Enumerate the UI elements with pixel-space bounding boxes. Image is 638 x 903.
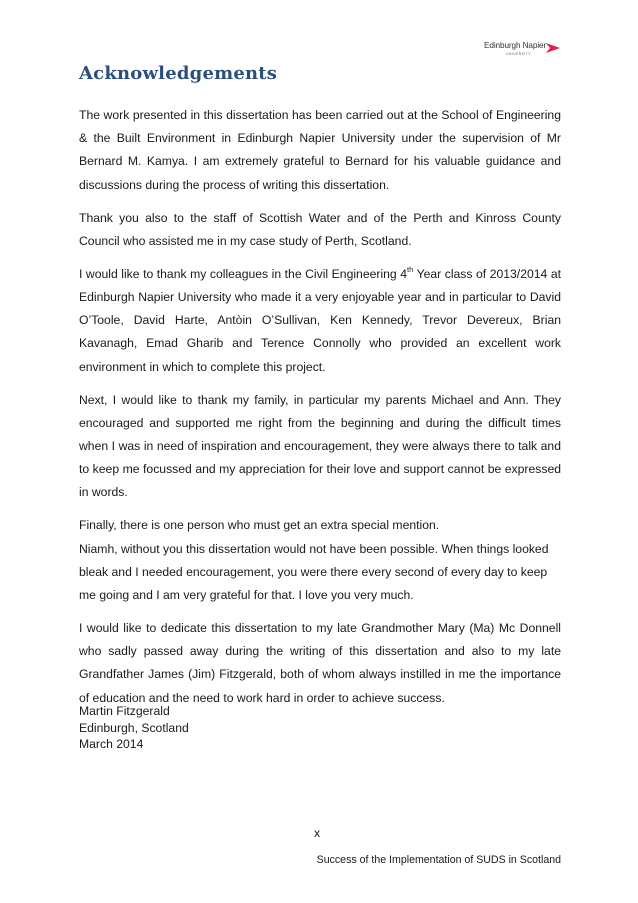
paragraph-colleagues bbox=[79, 263, 561, 379]
author-location: Edinburgh, Scotland bbox=[79, 720, 189, 735]
ordinal-superscript: th bbox=[407, 264, 414, 274]
paragraph-dedication: I would like to dedicate this dissertation to my late Grandmother Mary (Ma) Mc Donnell who sadly passed away during the writing of this dissertation and also to my late Grandfather James (Jim) Fitzgerald, both of whom always instilled in me the importance of education and the need to work hard in order to achieve success. bbox=[79, 621, 561, 705]
signature-date: March 2014 bbox=[79, 737, 144, 751]
acknowledgements-body bbox=[79, 104, 561, 720]
logo-mark-icon bbox=[546, 41, 560, 55]
page-number: x bbox=[314, 826, 321, 840]
author-name: Martin Fitzgerald bbox=[79, 704, 170, 718]
paragraph-supervision: The work presented in this dissertation has been carried out at the School of Engineering & the Built Environment in Edinburgh Napier University under the supervision of Mr Bernard M. Kamya. I am extremely grateful to Bernard for his valuable guidance and discussions during the process of writing this dissertation. bbox=[79, 108, 561, 192]
paragraph-scottish-water: Thank you also to the staff of Scottish Water and of the Perth and Kinross County Council who assisted me in my case study of Perth, Scotland. bbox=[79, 210, 561, 248]
logo-name: Edinburgh Napier bbox=[484, 41, 547, 50]
signature-block bbox=[79, 703, 189, 753]
running-footer: Success of the Implementation of SUDS in Scotland bbox=[316, 854, 561, 866]
paragraph-special-mention: Finally, there is one person who must get an extra special mention. bbox=[79, 518, 440, 533]
colleagues-text-end: Year class of 2013/2014 at Edinburgh Napier University who made it a very enjoyable year and in particular to David O’Toole, David Harte, Antòin O’Sullivan, Ken Kennedy, Trevor Devereux, Brian Kavanagh, Emad Gharib and Terence Connolly who provided an excellent work environment in which to complete this project. bbox=[79, 266, 561, 374]
university-logo bbox=[484, 36, 564, 66]
page-title: Acknowledgements bbox=[79, 63, 278, 84]
paragraph-family: Next, I would like to thank my family, in particular my parents Michael and Ann. They encouraged and supported me right from the beginning and during the difficult times when I was in need of inspiration and encouragement, they were always there to talk and to keep me focussed and my appreciation for their love and support cannot be expressed in words. bbox=[79, 392, 561, 500]
colleagues-text-start: I would like to thank my colleagues in the Civil Engineering 4 bbox=[79, 266, 408, 281]
logo-subtitle: UNIVERSITY bbox=[506, 52, 532, 56]
paragraph-niamh: Niamh, without you this dissertation would not have been possible. When things looked bleak and I needed encouragement, you were there every second of every day to keep me going and I am very grateful for that. I love you very much. bbox=[79, 541, 549, 603]
